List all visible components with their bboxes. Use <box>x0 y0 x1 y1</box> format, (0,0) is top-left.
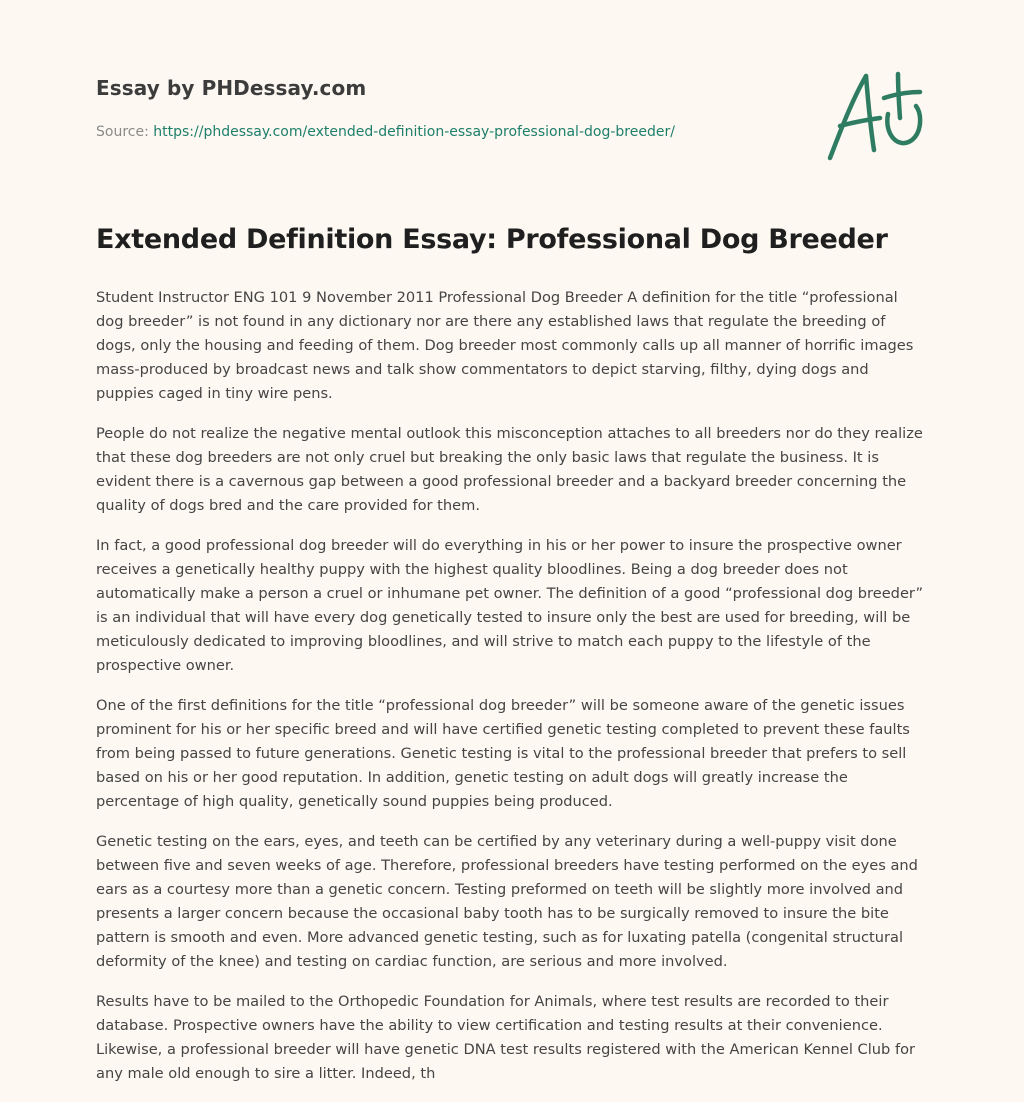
site-title: Essay by PHDessay.com <box>96 76 367 100</box>
a-plus-grade-icon <box>822 70 928 164</box>
source-link[interactable]: https://phdessay.com/extended-definition-essay-professional-dog-breeder/ <box>153 124 675 140</box>
essay-paragraph: In fact, a good professional dog breeder will do everything in his or her power to insure the prospective owner receives a genetically healthy puppy with the highest quality bloodlines. Being a dog breeder does not automatically make a person a cruel or inhumane pet owner. The definition of a good “professional dog breeder” is an individual that will have every dog genetically tested to insure only the best are used for breeding, will be meticulously dedicated to improving bloodlines, and will strive to match each puppy to the lifestyle of the prospective owner. <box>96 537 924 674</box>
essay-paragraph: Student Instructor ENG 101 9 November 2011 Professional Dog Breeder A definition for the title “professional dog breeder” is not found in any dictionary nor are there any established laws that regulate the breeding of dogs, only the housing and feeding of them. Dog breeder most commonly calls up all manner of horrific images mass-produced by broadcast news and talk show commentators to depict starving, filthy, dying dogs and puppies caged in tiny wire pens. <box>96 289 914 402</box>
essay-body <box>96 286 928 1102</box>
essay-paragraph: One of the first definitions for the title “professional dog breeder” will be someone aware of the genetic issues prominent for his or her specific breed and will have certified genetic testing completed to prevent these faults from being passed to future generations. Genetic testing is vital to the professional breeder that prefers to sell based on his or her good reputation. In addition, genetic testing on adult dogs will greatly increase the percentage of high quality, genetically sound puppies being produced. <box>96 697 910 810</box>
essay-paragraph: People do not realize the negative mental outlook this misconception attaches to all breeders nor do they realize that these dog breeders are not only cruel but breaking the only basic laws that regulate the business. It is evident there is a cavernous gap between a good professional breeder and a backyard breeder concerning the quality of dogs bred and the care provided for them. <box>96 425 923 514</box>
essay-paragraph: Results have to be mailed to the Orthopedic Foundation for Animals, where test results are recorded to their database. Prospective owners have the ability to view certification and testing results at their convenience. Likewise, a professional breeder will have genetic DNA test results registered with the American Kennel Club for any male old enough to sire a litter. Indeed, th <box>96 993 916 1082</box>
essay-paragraph: Genetic testing on the ears, eyes, and teeth can be certified by any veterinary during a well-puppy visit done between five and seven weeks of age. Therefore, professional breeders have testing performed on the eyes and ears as a courtesy more than a genetic concern. Testing preformed on teeth will be slightly more involved and presents a larger concern because the occasional baby tooth has to be surgically removed to insure the bite pattern is smooth and even. More advanced genetic testing, such as for luxating patella (congenital structural deformity of the knee) and testing on cardiac function, are serious and more involved. <box>96 833 918 970</box>
essay-title: Extended Definition Essay: Professional Dog Breeder <box>96 224 888 255</box>
source-line <box>96 124 675 140</box>
source-label: Source: <box>96 124 154 140</box>
